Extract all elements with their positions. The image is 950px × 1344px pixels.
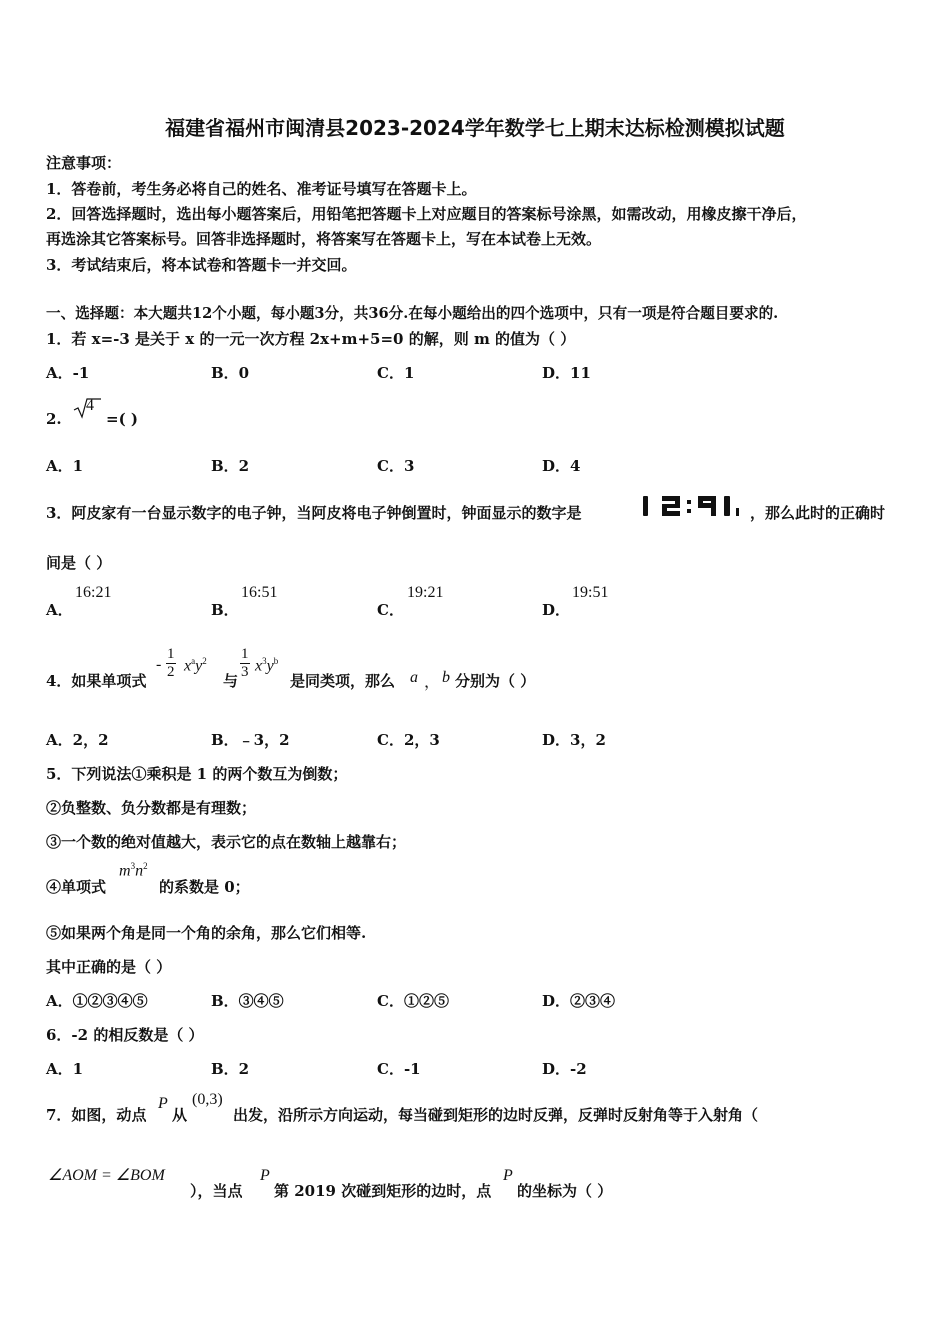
q4-mid: 与 [223, 672, 239, 690]
q5-statement-3: ③一个数的绝对值越大，表示它的点在数轴上越靠右； [46, 833, 407, 851]
q7-prefix: 7．如图，动点 [46, 1106, 147, 1124]
q1-option-b: B．0 [211, 364, 250, 382]
q6-stem: 6．-2 的相反数是（ ） [46, 1026, 204, 1044]
q4-option-d: D．3，2 [542, 731, 606, 749]
notice-item-3: 3．考试结束后，将本试卷和答题卡一并交回。 [46, 256, 357, 274]
q1-option-d: D．11 [542, 364, 591, 382]
q4-fraction-1 [166, 646, 176, 681]
notice-item-2: 2．回答选择题时，选出每小题答案后，用铅笔把答题卡上对应题目的答案标号涂黑，如需改动，用橡皮擦干净后， [46, 205, 807, 223]
q4-mono1-xexp: a [191, 656, 196, 666]
q4-mono2-y: y [266, 657, 274, 675]
page-title: 福建省福州市闽清县2023-2024学年数学七上期末达标检测模拟试题 [165, 116, 785, 140]
q3-option-d-label: D． [542, 601, 571, 619]
q4-prefix: 4．如果单项式 [46, 672, 147, 690]
q6-option-d: D．-2 [542, 1060, 587, 1078]
q1-option-a: A．-1 [46, 364, 90, 382]
q3-option-c-time: 19:21 [407, 584, 444, 601]
q3-option-b-time: 16:51 [241, 584, 278, 601]
q5-stem: 5．下列说法①乘积是 1 的两个数互为倒数； [46, 765, 348, 783]
q4-mono1-x: x [184, 657, 192, 675]
q7-rest: 出发，沿所示方向运动，每当碰到矩形的边时反弹，反弹时反射角等于入射角（ [233, 1106, 759, 1124]
q7-point-p-2: P [260, 1167, 270, 1184]
q5-mono-nexp: 2 [143, 861, 148, 871]
q2-option-b: B．2 [211, 457, 250, 475]
q3-stem-a: 3．阿皮家有一台显示数字的电子钟，当阿皮将电子钟倒置时，钟面显示的数字是 [46, 504, 582, 522]
q3-option-b-label: B． [211, 601, 239, 619]
section-heading: 一、选择题：本大题共12个小题，每小题3分，共36分.在每小题给出的四个选项中，只有一项是符合题目要求的. [46, 305, 779, 322]
q7-line2-b: 第 2019 次碰到矩形的边时，点 [274, 1182, 492, 1200]
notice-heading: 注意事项： [46, 154, 122, 172]
notice-item-1: 1．答卷前，考生务必将自己的姓名、准考证号填写在答题卡上。 [46, 180, 477, 198]
q4-after: 是同类项，那么 [290, 672, 396, 690]
q3-option-a-time: 16:21 [75, 584, 112, 601]
q4-monomial-1 [184, 656, 207, 675]
notice-item-2-cont: 再选涂其它答案标号。回答非选择题时，将答案写在答题卡上，写在本试卷上无效。 [46, 230, 602, 248]
q7-start-coordinate: (0,3) [192, 1091, 223, 1108]
q1-option-c: C．1 [377, 364, 415, 382]
q5-option-c: C．①②⑤ [377, 992, 449, 1010]
q6-option-b: B．2 [211, 1060, 250, 1078]
q4-frac2-den: 3 [241, 664, 249, 680]
q5-mono-m: m [119, 862, 131, 880]
q5-statement-5: ⑤如果两个角是同一个角的余角，那么它们相等. [46, 924, 367, 942]
q7-from: 从 [172, 1106, 188, 1124]
q4-monomial-2 [255, 656, 278, 675]
q4-fraction-2 [240, 646, 250, 681]
q4-option-b: B．﹣3，2 [211, 731, 290, 749]
q7-angle-equation: ∠AOM = ∠BOM [48, 1167, 165, 1184]
q4-var-a: a [410, 669, 418, 686]
q3-option-c-label: C． [377, 601, 404, 619]
q1-stem: 1．若 x=-3 是关于 x 的一元一次方程 2x+m+5=0 的解，则 m 的值为（ ） [46, 330, 576, 348]
q7-line2-c: 的坐标为（ ） [517, 1182, 613, 1200]
q7-point-p: P [158, 1095, 168, 1112]
q5-monomial [119, 861, 148, 880]
q5-statement-4-suffix: 的系数是 0； [159, 878, 250, 896]
q4-mono1-y: y [195, 657, 203, 675]
q4-mono1-yexp: 2 [202, 656, 207, 666]
q4-frac1-den: 2 [167, 664, 175, 680]
q5-statement-2: ②负整数、负分数都是有理数； [46, 799, 257, 817]
q2-radicand: 4 [86, 397, 94, 414]
q4-frac2-num: 1 [241, 646, 249, 662]
q2-suffix: =( ) [106, 410, 138, 428]
q5-mono-mexp: 3 [130, 861, 136, 871]
q5-option-a: A．①②③④⑤ [46, 992, 148, 1010]
q4-frac1-num: 1 [167, 646, 175, 662]
q6-option-a: A．1 [46, 1060, 84, 1078]
q5-mono-n: n [135, 862, 144, 880]
q3-option-a-label: A． [46, 601, 73, 619]
q3-stem-c: 间是（ ） [46, 554, 112, 572]
q3-option-d-time: 19:51 [572, 584, 609, 601]
q2-option-d: D．4 [542, 457, 581, 475]
q4-mono2-yexp: b [273, 656, 279, 666]
q4-comma: ， [424, 674, 441, 691]
q2-option-a: A．1 [46, 457, 84, 475]
q3-stem-b: ，那么此时的正确时 [750, 504, 886, 522]
q5-ask: 其中正确的是（ ） [46, 958, 172, 976]
digital-clock-image [640, 490, 746, 522]
q5-statement-4-prefix: ④单项式 [46, 878, 107, 896]
q2-option-c: C．3 [377, 457, 415, 475]
q5-option-d: D．②③④ [542, 992, 616, 1010]
q5-option-b: B．③④⑤ [211, 992, 284, 1010]
q4-var-b: b [442, 669, 450, 686]
q7-line2-a: ），当点 [190, 1182, 243, 1200]
q7-point-p-3: P [503, 1167, 513, 1184]
q4-mono2-xexp: 3 [262, 656, 267, 666]
q6-option-c: C．-1 [377, 1060, 421, 1078]
q4-option-a: A．2，2 [46, 731, 109, 749]
q4-suffix: 分别为（ ） [455, 672, 536, 690]
q4-option-c: C．2，3 [377, 731, 440, 749]
q4-minus: - [156, 656, 162, 673]
q4-mono2-x: x [255, 657, 263, 675]
q2-prefix: 2. [46, 410, 62, 428]
